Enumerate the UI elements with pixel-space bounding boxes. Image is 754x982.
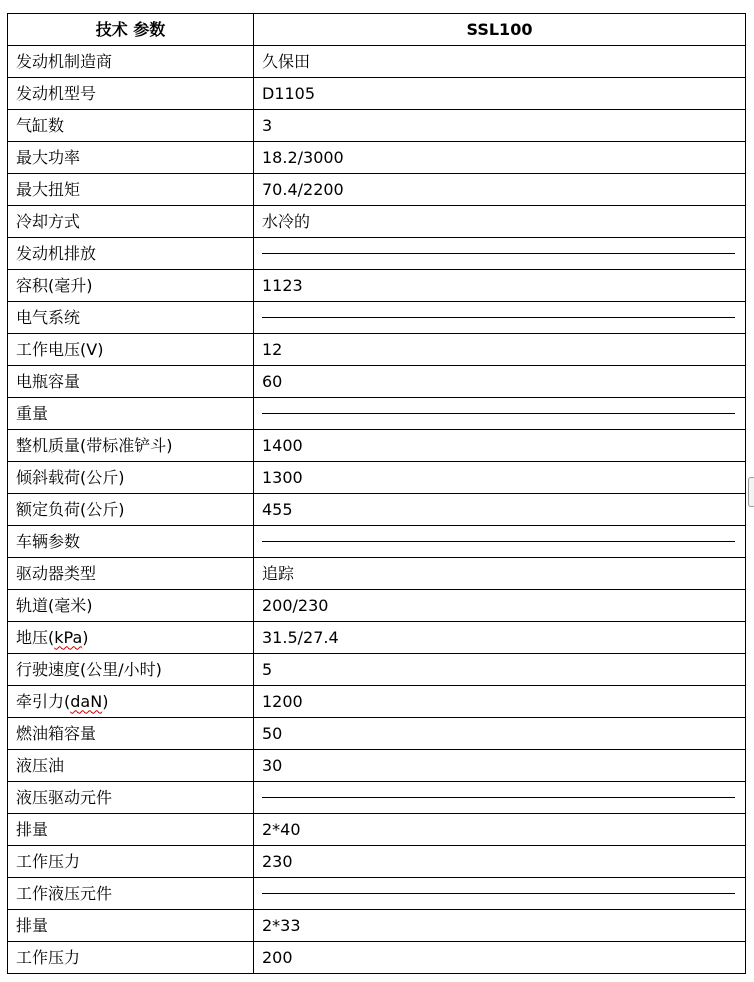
header-row — [8, 14, 746, 46]
param-cell: 最大功率 — [8, 142, 254, 174]
dash-line — [262, 797, 735, 798]
dash-line — [262, 317, 735, 318]
table-row — [8, 302, 746, 334]
table-row — [8, 462, 746, 494]
table-row — [8, 142, 746, 174]
table-row — [8, 782, 746, 814]
table-row — [8, 622, 746, 654]
param-cell: 工作压力 — [8, 942, 254, 974]
table-row — [8, 942, 746, 974]
table-row — [8, 750, 746, 782]
param-cell: 发动机型号 — [8, 78, 254, 110]
table-row — [8, 398, 746, 430]
header-model: SSL100 — [254, 14, 746, 46]
value-cell: 1200 — [254, 686, 746, 718]
dash-line — [262, 413, 735, 414]
value-cell: 久保田 — [254, 46, 746, 78]
param-cell: 燃油箱容量 — [8, 718, 254, 750]
section-dash-cell — [254, 526, 746, 558]
spec-table — [7, 13, 746, 974]
value-cell: 50 — [254, 718, 746, 750]
param-cell: 冷却方式 — [8, 206, 254, 238]
dash-line — [262, 893, 735, 894]
param-cell: 整机质量(带标准铲斗) — [8, 430, 254, 462]
param-cell: 排量 — [8, 910, 254, 942]
section-dash-cell — [254, 238, 746, 270]
table-row — [8, 334, 746, 366]
value-cell: 18.2/3000 — [254, 142, 746, 174]
param-cell: 重量 — [8, 398, 254, 430]
table-row — [8, 846, 746, 878]
value-cell: 3 — [254, 110, 746, 142]
table-row — [8, 366, 746, 398]
table-row — [8, 110, 746, 142]
param-cell: 排量 — [8, 814, 254, 846]
dash-line — [262, 541, 735, 542]
table-row — [8, 174, 746, 206]
table-row — [8, 206, 746, 238]
value-cell: 1400 — [254, 430, 746, 462]
value-cell: 30 — [254, 750, 746, 782]
param-cell: 驱动器类型 — [8, 558, 254, 590]
param-cell: 发动机制造商 — [8, 46, 254, 78]
param-cell: 电气系统 — [8, 302, 254, 334]
value-cell: 70.4/2200 — [254, 174, 746, 206]
value-cell: 230 — [254, 846, 746, 878]
param-cell: 工作液压元件 — [8, 878, 254, 910]
param-cell: 倾斜载荷(公斤) — [8, 462, 254, 494]
param-cell: 液压油 — [8, 750, 254, 782]
section-dash-cell — [254, 302, 746, 334]
edge-tab-handle[interactable] — [748, 477, 754, 507]
table-row — [8, 238, 746, 270]
param-cell: 车辆参数 — [8, 526, 254, 558]
table-row — [8, 46, 746, 78]
value-cell: 200 — [254, 942, 746, 974]
table-row — [8, 78, 746, 110]
value-cell: 1123 — [254, 270, 746, 302]
param-cell: 牵引力(daN) — [8, 686, 254, 718]
spellcheck-underline: daN — [70, 691, 103, 711]
value-cell: 31.5/27.4 — [254, 622, 746, 654]
param-cell: 电瓶容量 — [8, 366, 254, 398]
param-cell: 工作压力 — [8, 846, 254, 878]
table-row — [8, 686, 746, 718]
table-row — [8, 910, 746, 942]
table-row — [8, 270, 746, 302]
value-cell: 12 — [254, 334, 746, 366]
section-dash-cell — [254, 782, 746, 814]
param-cell: 地压(kPa) — [8, 622, 254, 654]
param-cell: 额定负荷(公斤) — [8, 494, 254, 526]
table-row — [8, 814, 746, 846]
param-cell: 最大扭矩 — [8, 174, 254, 206]
value-cell: 5 — [254, 654, 746, 686]
spellcheck-underline: kPa — [54, 627, 83, 647]
param-cell: 轨道(毫米) — [8, 590, 254, 622]
value-cell: 2*33 — [254, 910, 746, 942]
param-cell: 发动机排放 — [8, 238, 254, 270]
param-cell: 液压驱动元件 — [8, 782, 254, 814]
table-row — [8, 558, 746, 590]
spec-body — [8, 46, 746, 974]
section-dash-cell — [254, 878, 746, 910]
dash-line — [262, 253, 735, 254]
value-cell: 1300 — [254, 462, 746, 494]
table-row — [8, 494, 746, 526]
value-cell: D1105 — [254, 78, 746, 110]
value-cell: 水冷的 — [254, 206, 746, 238]
value-cell: 60 — [254, 366, 746, 398]
value-cell: 200/230 — [254, 590, 746, 622]
param-cell: 气缸数 — [8, 110, 254, 142]
param-cell: 工作电压(V) — [8, 334, 254, 366]
value-cell: 追踪 — [254, 558, 746, 590]
table-row — [8, 430, 746, 462]
table-row — [8, 878, 746, 910]
table-row — [8, 526, 746, 558]
header-param: 技术 参数 — [8, 14, 254, 46]
value-cell: 455 — [254, 494, 746, 526]
table-row — [8, 718, 746, 750]
table-row — [8, 654, 746, 686]
param-cell: 行驶速度(公里/小时) — [8, 654, 254, 686]
section-dash-cell — [254, 398, 746, 430]
param-cell: 容积(毫升) — [8, 270, 254, 302]
value-cell: 2*40 — [254, 814, 746, 846]
table-row — [8, 590, 746, 622]
